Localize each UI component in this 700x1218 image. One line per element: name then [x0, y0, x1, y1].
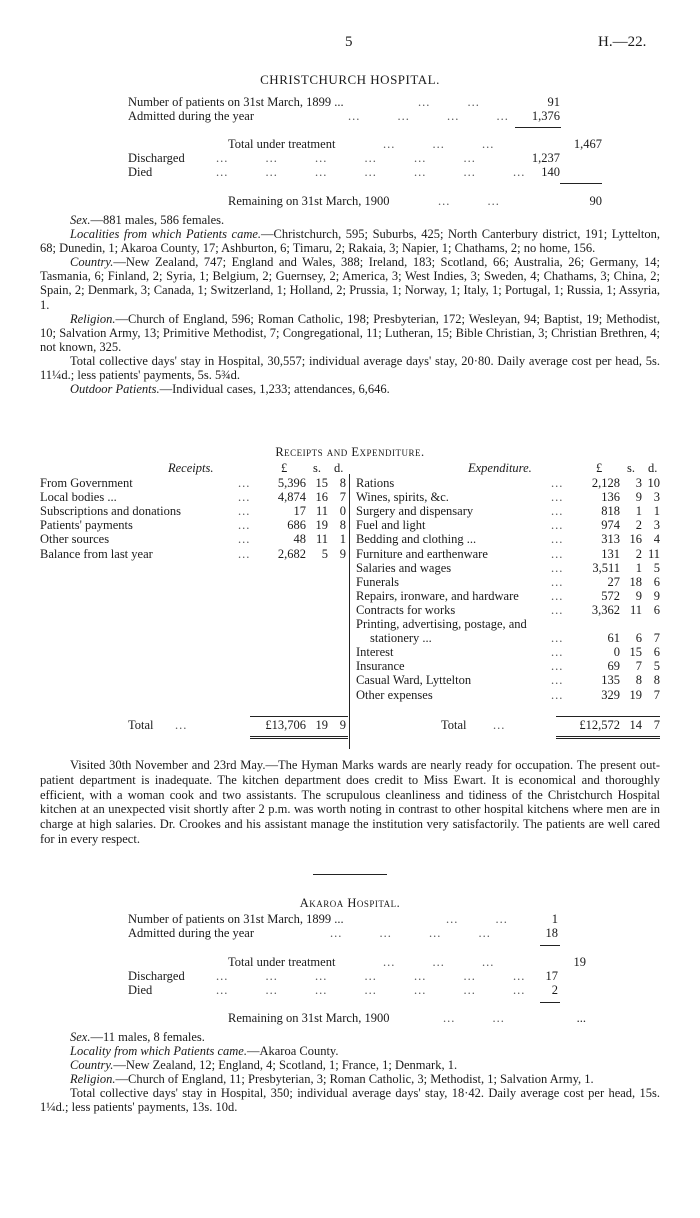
document-reference: H.—22. [598, 34, 647, 50]
receipt-pence: 8 [339, 518, 346, 533]
expenditure-label: Wines, spirits, &c. [356, 490, 449, 505]
dot-leader: ... ... [446, 912, 508, 926]
admitted-value: 18 [545, 926, 558, 940]
total-label: Total under treatment [228, 955, 336, 969]
dot-leader: ... [551, 546, 564, 561]
receipts-total-label: Total [128, 718, 154, 732]
expenditure-shillings: 19 [629, 687, 642, 702]
remaining-label: Remaining on 31st March, 1900 [228, 194, 390, 208]
dot-leader: ... ... ... [383, 137, 495, 151]
expenditure-pounds: 572 [601, 588, 620, 603]
expenditure-shillings: 9 [635, 490, 642, 505]
receipts-pounds-header: £ [281, 461, 288, 475]
remaining-label: Remaining on 31st March, 1900 [228, 1011, 390, 1025]
receipts-heading: Receipts. [168, 461, 214, 475]
expenditure-label: Salaries and wages [356, 560, 452, 575]
receipts-total-rule [250, 716, 348, 717]
sex-label: Sex. [70, 1030, 91, 1044]
country-label: Country. [70, 255, 114, 270]
patients-value: 91 [547, 95, 560, 109]
receipts-total-pounds: £13,706 [265, 718, 306, 732]
receipt-pence: 0 [339, 504, 346, 519]
expenditure-shillings: 7 [635, 659, 642, 674]
receipt-label: Subscriptions and donations [40, 504, 181, 519]
dot-leader: ... [551, 532, 564, 547]
religion-text: —Church of England, 596; Roman Catholic, 198; Presbyterian, 172; Wesleyan, 94; Baptist, 19; Methodist, 10; Salvation Army, 13; Primitive Methodist, 7; Congregational, 11; Lutheran, 15; Bible Christian, 3; Christian Brethren, 4; not known, 325. [40, 311, 660, 354]
sex-text: —881 males, 586 females. [90, 213, 225, 227]
dot-leader: ... ... ... ... ... ... ... [216, 983, 526, 997]
expenditure-pence: 11 [647, 546, 660, 561]
expenditure-label: Contracts for works [356, 602, 456, 617]
expenditure-pounds: 3,511 [592, 560, 620, 575]
dot-leader: ... ... ... ... ... ... ... [216, 165, 526, 179]
dot-leader: ... [551, 504, 564, 519]
receipts-double-rule [250, 736, 348, 737]
expenditure-shillings: 16 [629, 532, 642, 547]
locality-label: Locality from which Patients came. [70, 1044, 247, 1059]
expenditure-pence: 5 [653, 560, 660, 575]
expenditure-total-pence: 7 [653, 718, 660, 732]
receipt-shillings: 19 [315, 518, 328, 533]
expenditure-pence: 4 [653, 532, 660, 547]
locality-line [40, 1044, 660, 1058]
discharged-value: 1,237 [531, 151, 560, 165]
patients-value: 1 [551, 912, 558, 926]
receipt-shillings: 15 [315, 476, 328, 490]
dot-leader: ... [238, 476, 251, 490]
discharged-label: Discharged [128, 969, 185, 983]
akaroa-details [40, 1030, 660, 1115]
expenditure-label: Casual Ward, Lyttelton [356, 673, 472, 688]
expenditure-pence: 3 [653, 490, 660, 505]
receipts-double-rule [250, 738, 348, 739]
sum-rule [540, 945, 560, 946]
table-divider [349, 474, 350, 749]
expenditure-label: Insurance [356, 659, 405, 674]
expenditure-pence: 6 [653, 602, 660, 617]
expenditure-pounds: 313 [601, 532, 620, 547]
receipt-pounds: 5,396 [277, 476, 306, 490]
finance-title: Receipts and Expenditure. [275, 445, 425, 459]
dot-leader: ... [551, 631, 564, 646]
dot-leader: ... ... ... [383, 955, 495, 969]
remaining-value: 90 [589, 194, 602, 208]
expenditure-shillings: 1 [635, 504, 642, 519]
expenditure-pence: 8 [653, 673, 660, 688]
country-label: Country. [70, 1058, 114, 1073]
expenditure-shillings: 3 [635, 476, 642, 490]
expenditure-label: Funerals [356, 574, 400, 589]
dot-leader: ... [551, 490, 564, 505]
expenditure-pence: 7 [653, 687, 660, 702]
expenditure-total-rule [556, 716, 660, 717]
total-value: 1,467 [573, 137, 602, 151]
expenditure-pounds: 27 [607, 574, 620, 589]
section-separator [313, 874, 387, 875]
dot-leader: ... [238, 518, 251, 533]
expenditure-pounds: 329 [601, 687, 620, 702]
dot-leader: ... [551, 673, 564, 688]
dot-leader: ... ... ... ... ... ... [216, 151, 476, 165]
expenditure-shillings: 8 [635, 673, 642, 688]
expenditure-shillings: 11 [629, 602, 642, 617]
receipt-pounds: 686 [287, 518, 306, 533]
outdoor-line [40, 382, 660, 396]
remaining-value: ... [576, 1011, 586, 1025]
country-text: —New Zealand, 12; England, 4; Scotland, 1; France, 1; Denmark, 1. [113, 1058, 458, 1073]
dot-leader: ... [551, 645, 564, 660]
admitted-label: Admitted during the year [128, 926, 255, 940]
expenditure-pence: 10 [647, 476, 660, 490]
receipts-total-pence: 9 [339, 718, 346, 732]
dot-leader: ... ... ... ... [330, 926, 491, 940]
expenditure-shillings: 2 [635, 518, 642, 533]
religion-label: Religion. [70, 311, 116, 326]
dot-leader: ... [238, 504, 251, 519]
expenditure-label: Fuel and light [356, 518, 426, 533]
expenditure-shillings: 9 [635, 588, 642, 603]
expenditure-pounds: 69 [607, 659, 620, 674]
religion-text: —Church of England, 11; Presbyterian, 3; Roman Catholic, 3; Methodist, 1; Salvation Army, 1. [115, 1072, 594, 1087]
expenditure-double-rule [556, 736, 660, 737]
dot-leader: ... ... ... ... ... ... ... [216, 969, 526, 983]
died-value: 2 [551, 983, 558, 997]
religion-line [40, 312, 660, 354]
dot-leader: ... [551, 518, 564, 533]
expenditure-label: Furniture and earthenware [356, 546, 488, 561]
sex-line [40, 213, 660, 227]
receipts-total-shillings: 19 [315, 718, 328, 732]
expenditure-pence: 1 [653, 504, 660, 519]
receipt-pence: 1 [339, 532, 346, 547]
dot-leader: ... ... ... ... [348, 109, 509, 123]
expenditure-shillings: 2 [635, 546, 642, 561]
receipt-pence: 9 [339, 546, 346, 561]
expenditure-pounds: 0 [613, 645, 620, 660]
discharged-value: 17 [545, 969, 558, 983]
expenditure-shillings: 18 [629, 574, 642, 589]
sum-rule [560, 183, 602, 184]
locality-text: —Akaroa County. [246, 1044, 339, 1059]
christchurch-details [40, 213, 660, 396]
country-line [40, 1058, 660, 1072]
dot-leader: ... [551, 659, 564, 674]
sex-text: —11 males, 8 females. [90, 1030, 205, 1044]
receipts-shillings-header: s. [313, 461, 321, 475]
expenditure-label: Rations [356, 476, 395, 490]
expenditure-label: Surgery and dispensary [356, 504, 474, 519]
outdoor-label: Outdoor Patients. [70, 382, 160, 397]
religion-line [40, 1072, 660, 1086]
dot-leader: ... [551, 588, 564, 603]
dot-leader: ... [493, 718, 506, 732]
patients-label: Number of patients on 31st March, 1899 ... [128, 912, 344, 926]
receipt-pounds: 48 [293, 532, 306, 547]
dot-leader: ... [551, 687, 564, 702]
expenditure-heading: Expenditure. [468, 461, 532, 475]
expenditure-total-label: Total [441, 718, 467, 732]
expenditure-label: stationery ... [370, 631, 432, 646]
patients-label: Number of patients on 31st March, 1899 ... [128, 95, 344, 109]
expenditure-pounds: 974 [601, 518, 620, 533]
dot-leader: ... ... [443, 1011, 505, 1025]
expenditure-pounds: 131 [601, 546, 620, 561]
receipt-label: Balance from last year [40, 546, 153, 561]
sex-line [40, 1030, 660, 1044]
receipt-pounds: 2,682 [277, 546, 306, 561]
expenditure-shillings: 15 [629, 645, 642, 660]
receipt-label: Other sources [40, 532, 110, 547]
died-label: Died [128, 165, 153, 179]
receipt-shillings: 11 [315, 504, 328, 519]
dot-leader: ... ... [438, 194, 500, 208]
dot-leader: ... [175, 718, 188, 732]
dot-leader: ... [238, 546, 251, 561]
admitted-label: Admitted during the year [128, 109, 255, 123]
expenditure-label: Other expenses [356, 687, 433, 702]
discharged-label: Discharged [128, 151, 185, 165]
akaroa-title: Akaroa Hospital. [299, 896, 401, 910]
expenditure-pence: 9 [653, 588, 660, 603]
expenditure-total-pounds: £12,572 [579, 718, 620, 732]
dot-leader: ... [551, 476, 564, 490]
dot-leader: ... [238, 490, 251, 505]
expenditure-shillings-header: s. [627, 461, 635, 475]
total-label: Total under treatment [228, 137, 336, 151]
dot-leader: ... [238, 532, 251, 547]
localities-label: Localities from which Patients came. [70, 227, 262, 242]
died-value: 140 [541, 165, 560, 179]
expenditure-pounds: 136 [601, 490, 620, 505]
receipt-pounds: 4,874 [277, 490, 306, 505]
expenditure-label: Repairs, ironware, and hardware [356, 588, 519, 603]
expenditure-pounds: 818 [601, 504, 620, 519]
receipt-shillings: 5 [321, 546, 328, 561]
receipt-pounds: 17 [293, 504, 306, 519]
expenditure-label: Printing, advertising, postage, and [356, 617, 527, 631]
admitted-value: 1,376 [531, 109, 560, 123]
dot-leader: ... ... [418, 95, 480, 109]
receipt-label: From Government [40, 476, 133, 490]
stay-line: Total collective days' stay in Hospital, 30,557; individual average days' stay, 20·80. Daily average cost per head, 5s. 11¼d.; less patients' payments, 5s. 5¾d. [40, 353, 660, 383]
expenditure-pounds: 2,128 [591, 476, 620, 490]
stay-line: Total collective days' stay in Hospital, 350; individual average days' stay, 18·42. Daily average cost per head, 15s. 1¼d.; less patients' payments, 13s. 10d. [40, 1086, 660, 1115]
sum-rule [540, 1002, 560, 1003]
dot-leader: ... [551, 574, 564, 589]
country-line [40, 255, 660, 311]
expenditure-pence: 7 [653, 631, 660, 646]
total-value: 19 [573, 955, 586, 969]
expenditure-pence: 6 [653, 645, 660, 660]
receipts-pence-header: d. [334, 461, 344, 475]
expenditure-pence-header: d. [648, 461, 658, 475]
expenditure-double-rule [556, 738, 660, 739]
sum-rule [515, 127, 561, 128]
expenditure-pounds: 3,362 [591, 602, 620, 617]
receipt-label: Patients' payments [40, 518, 133, 533]
expenditure-pounds: 135 [601, 673, 620, 688]
died-label: Died [128, 983, 153, 997]
expenditure-pence: 3 [653, 518, 660, 533]
sex-label: Sex. [70, 213, 91, 227]
dot-leader: ... [551, 560, 564, 575]
receipt-label: Local bodies ... [40, 490, 117, 505]
expenditure-pence: 6 [653, 574, 660, 589]
inspection-report [40, 758, 660, 847]
dot-leader: ... [551, 602, 564, 617]
expenditure-pounds: 61 [607, 631, 620, 646]
outdoor-text: —Individual cases, 1,233; attendances, 6,646. [159, 382, 390, 397]
religion-label: Religion. [70, 1072, 116, 1087]
receipt-pence: 8 [339, 476, 346, 490]
country-text: —New Zealand, 747; England and Wales, 388; Ireland, 183; Scotland, 66; Australia, 26; Germany, 14; Tasmania, 6; Finland, 2; Syria, 1; Belgium, 2; Guernsey, 2; America, 3; West Indies, 3; Sweden, 4; Chathams, 3; China, 2; Spain, 2; Denmark, 3; Canada, 1; Switzerland, 1; Holland, 2; Prussia, 1; Norway, 1; Italy, 1; Portugal, 1; Russia, 1; Assyria, 1. [40, 255, 660, 312]
expenditure-shillings: 1 [635, 560, 642, 575]
expenditure-total-shillings: 14 [629, 718, 642, 732]
expenditure-pounds-header: £ [596, 461, 603, 475]
localities-line [40, 227, 660, 255]
receipt-shillings: 11 [315, 532, 328, 547]
expenditure-pence: 5 [653, 659, 660, 674]
report-text: Visited 30th November and 23rd May.—The Hyman Marks wards are nearly ready for occupation. The present out-patient department is inadequate. The kitchen department does credit to Miss Ewart. It is economical and thoroughly efficient, with a woman cook and two assistants. The scrupulous cleanliness and tidiness of the Christchurch Hospital kitchen at an unexpected visit shortly after 2 p.m. was worth noting in contrast to other hospital kitchens where men are in charge at high salaries. Dr. Crookes and his assistant manage the institution very satisfactorily. The patients are well cared for in every respect. [40, 758, 660, 846]
expenditure-label: Interest [356, 645, 394, 660]
receipt-shillings: 16 [315, 490, 328, 505]
expenditure-shillings: 6 [635, 631, 642, 646]
christchurch-title: CHRISTCHURCH HOSPITAL. [260, 72, 440, 87]
receipt-pence: 7 [339, 490, 346, 505]
page-number: 5 [345, 34, 353, 50]
expenditure-label: Bedding and clothing ... [356, 532, 477, 547]
localities-text: —Christchurch, 595; Suburbs, 425; North Canterbury district, 191; Lyttelton, 68; Dunedin, 1; Akaroa County, 17; Ashburton, 6; Timaru, 2; Rakaia, 3; Napier, 1; Chathams, 2; no home, 156. [40, 227, 660, 256]
